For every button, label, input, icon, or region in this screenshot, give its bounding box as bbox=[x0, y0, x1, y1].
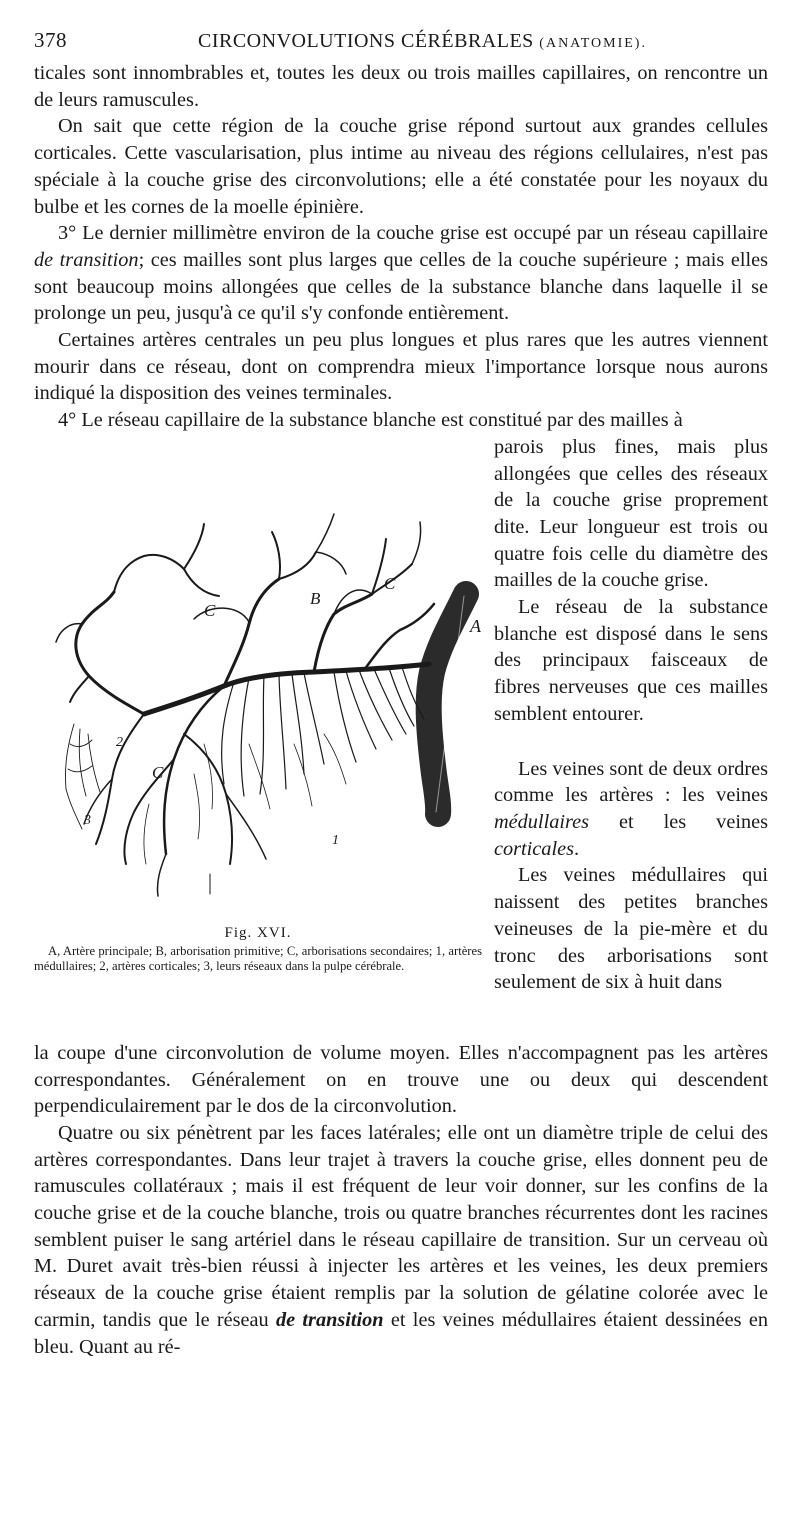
primitive-arborisation bbox=[144, 664, 429, 714]
running-head bbox=[34, 28, 768, 60]
label-c-1: C bbox=[204, 600, 216, 620]
figure-legend bbox=[34, 944, 482, 975]
running-title bbox=[67, 30, 768, 53]
paragraph-3-start: 3° Le dernier millimètre environ de la couche grise est occupé par un réseau capillaire bbox=[58, 222, 768, 245]
paragraph-9-italic: de transition bbox=[275, 1308, 384, 1331]
paragraph-9 bbox=[34, 1120, 768, 1360]
paragraph-2: On sait que cette région de la couche grise répond surtout aux grandes cellules corticales. Cette vascularisation, plus intime au niveau des régions cellulaires, n'est pas spéciale à la couche grise des circonvolutions; elle a été constatée pour les noyaux du bulbe et les cornes de la moelle épinière. bbox=[34, 115, 768, 218]
paragraph-7-italic-2: corticales bbox=[494, 837, 574, 860]
paragraph-7-end: . bbox=[573, 837, 580, 860]
label-a: A bbox=[470, 615, 481, 636]
paragraph-7-mid: et les veines bbox=[589, 810, 768, 833]
paragraph-7-start: Les veines sont de deux ordres comme les artères : les veines bbox=[494, 757, 768, 807]
paragraph-5-first-line: 4° Le réseau capillaire de la substance blanche est constitué par des mailles à bbox=[58, 409, 683, 432]
paragraph-4: Certaines artères centrales un peu plus longues et plus rares que les autres viennent mourir dans ce réseau, dont on comprendra mieux l'importance lorsque nous aurons indiqué la disposition des veines terminales. bbox=[34, 329, 768, 405]
paragraph-7-italic-1: médullaires bbox=[494, 810, 590, 833]
figure-legend-text: A, Artère principale; B, arborisation primitive; C, arborisations secondaires; 1, artères médullaires; 2, artères corticales; 3, leurs réseaux dans la pulpe cérébrale. bbox=[34, 943, 482, 974]
figure-xvi bbox=[34, 444, 482, 1040]
label-2: 2 bbox=[116, 734, 123, 750]
label-3: 3 bbox=[84, 812, 91, 828]
paragraph-8-start: Les veines médullaires qui naissent des petites branches veineuses de la pie-mère et du tronc des arborisations sont seulement de six à huit dans bbox=[494, 864, 768, 994]
vascular-illustration bbox=[34, 444, 482, 914]
paragraph-5-continued: parois plus fines, mais plus allongées que celles des réseaux de la couche grise proprement dite. Leur longueur est trois ou quatre fois celle du diamètre des mailles de la couche grise. bbox=[494, 435, 768, 592]
label-c-3: C bbox=[152, 762, 164, 782]
paragraph-3 bbox=[34, 220, 768, 327]
paragraph-3-italic: de transition bbox=[34, 248, 139, 271]
paragraph-1: ticales sont innombrables et, toutes les deux ou trois mailles capillaires, on rencontre un de leurs ramuscules. bbox=[34, 62, 768, 111]
paragraph-9-start: Quatre ou six pénètrent par les faces latérales; elle ont un diamètre triple de celui des artères correspondantes. Dans leur trajet à travers la couche grise, elles donnent peu de ramuscules collatéraux ; mais il est fréquent de leur voir donner, sur les confins de la couche grise et de la couche blanche, trois ou quatre branches récurrentes dont les racines semblent puiser le sang artériel dans le réseau capillaire de transition. Sur un cerveau où M. Duret avait très-bien réussi à injecter les artères et les veines, les deux premiers réseaux de la couche grise étaient remplis par la solution de gélatine colorée avec le carmin, tandis que le réseau bbox=[34, 1121, 768, 1331]
running-title-sub: (ANATOMIE). bbox=[539, 36, 647, 51]
paragraph-9-end: et les veines médullaires étaient dessinées en bleu. Quant au ré- bbox=[34, 1308, 768, 1358]
label-1: 1 bbox=[332, 832, 339, 848]
figure-title: Fig. XVI. bbox=[224, 924, 292, 941]
page-number: 378 bbox=[34, 28, 67, 52]
paragraph-6: Le réseau de la substance blanche est disposé dans le sens des principaux faisceaux de fibres nerveuses que ces mailles semblent entourer. bbox=[494, 596, 768, 725]
book-page bbox=[34, 28, 768, 1360]
body-text bbox=[34, 60, 768, 1360]
running-title-main: CIRCONVOLUTIONS CÉRÉBRALES bbox=[198, 30, 534, 52]
label-b: B bbox=[310, 588, 321, 608]
paragraph-3-end: ; ces mailles sont plus larges que celles de la couche supérieure ; mais elles sont beaucoup moins allongées que celles de la substance blanche dans laquelle il se prolonge un peu, jusqu'à ce qu'il s'y confonde entièrement. bbox=[34, 248, 768, 325]
label-c-2: C bbox=[384, 573, 396, 593]
paragraph-8-continued: la coupe d'une circonvolution de volume moyen. Elles n'accompagnent pas les artères correspondantes. Généralement on en trouve une ou deux qui descendent perpendiculairement par le dos de la circonvolution. bbox=[34, 1041, 768, 1118]
